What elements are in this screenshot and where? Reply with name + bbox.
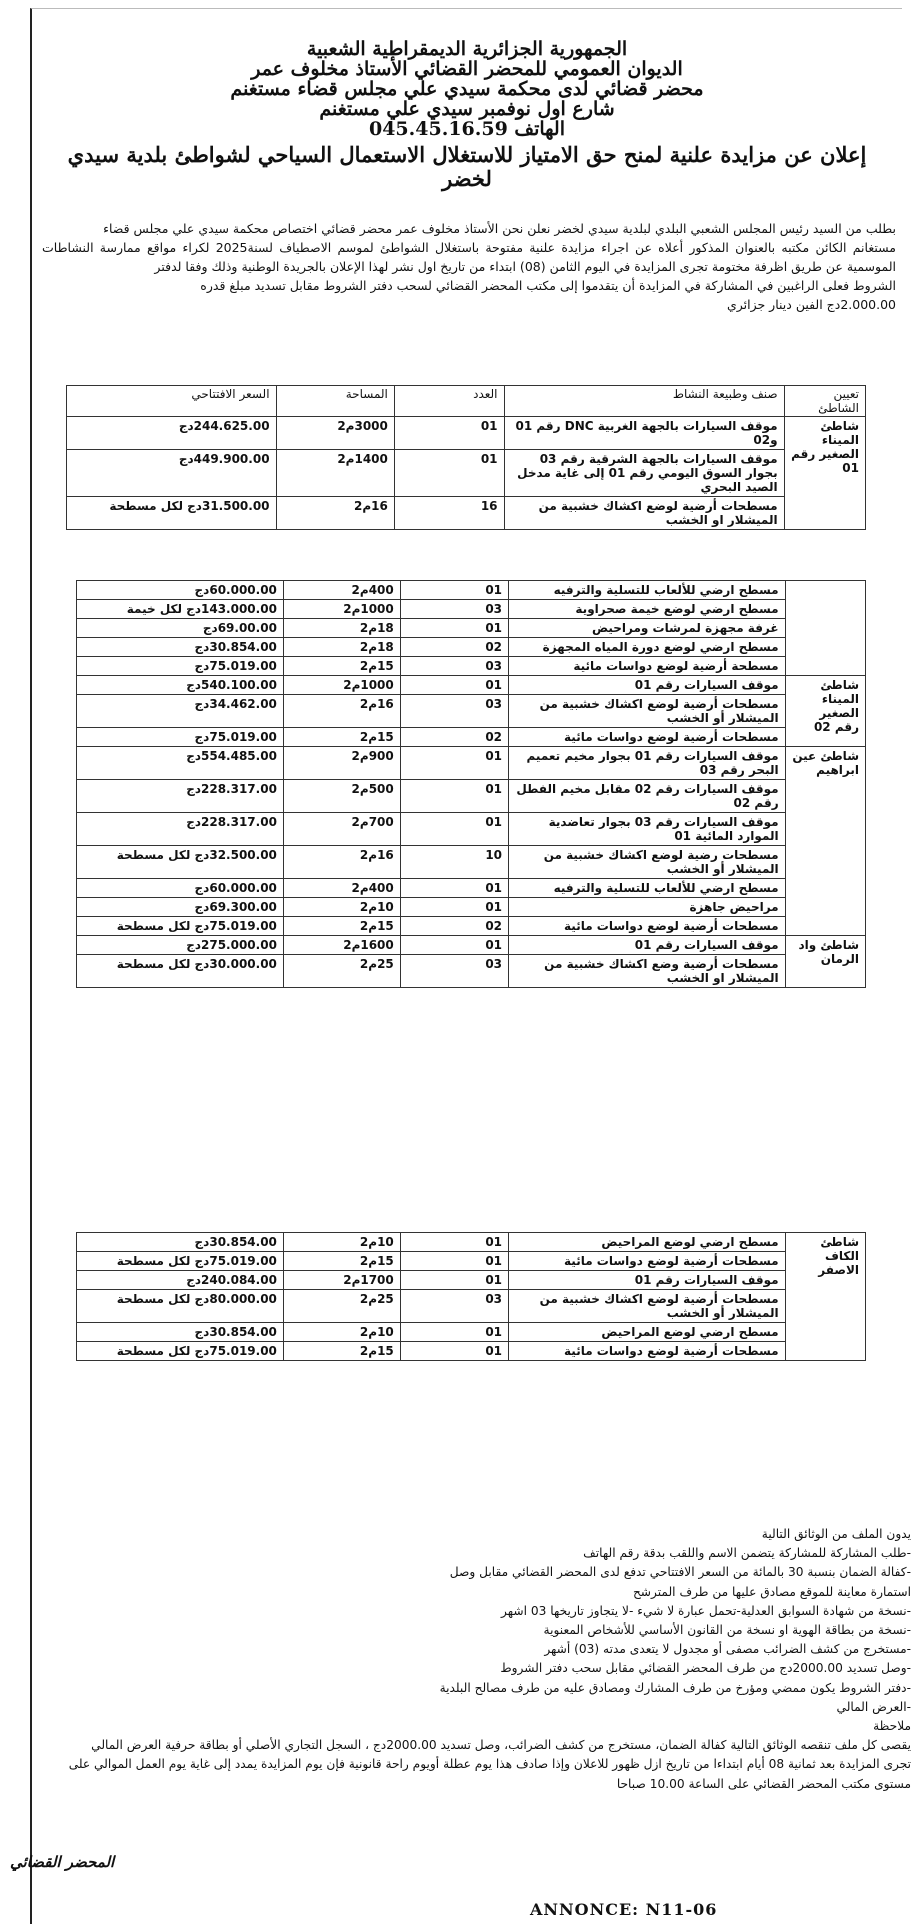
intro-fee: 2.000.00دج الفين دينار جزائري <box>726 297 896 312</box>
count-cell: 01 <box>400 1252 508 1271</box>
document-line: -مستخرج من كشف الضرائب مصفى أو مجدول لا يتعدى مدته (03) أشهر <box>544 1642 911 1657</box>
beach-name: شاطئ واد الرمان <box>785 936 865 988</box>
activity-cell: مسطحات أرضية لوضع اكشاك خشبية من الميشلار أو الخشب <box>509 1290 786 1323</box>
activity-cell: مسطح ارضي للألعاب للتسلية والترفيه <box>509 879 786 898</box>
count-cell: 01 <box>400 1323 508 1342</box>
activity-cell: مسطح ارضي لوضع المراحيض <box>509 1233 786 1252</box>
activity-cell: مسطحات أرضية لوضع دواسات مائية <box>509 917 786 936</box>
document-line: يقصى كل ملف تنقصه الوثائق التالية كفالة الضمان، مستخرج من كشف الضرائب، وصل تسديد 2000.00دج ، السجل التجاري الأصلي أو بطاقة حرفية العرض المالي <box>91 1738 911 1753</box>
price-cell: 30.854.00دج <box>77 1323 284 1342</box>
price-cell: 30.854.00دج <box>77 1233 284 1252</box>
concession-table-3 <box>76 1232 866 1361</box>
table-row <box>77 898 866 917</box>
price-cell: 228.317.00دج <box>77 780 284 813</box>
header-line-address: شارع اول نوفمبر سيدي علي مستغنم <box>319 98 615 120</box>
beach-name: شاطئ الميناء الصغير رقم 02 <box>785 676 865 747</box>
price-cell: 31.500.00دج لكل مسطحة <box>67 497 277 530</box>
document-line: يدون الملف من الوثائق التالية <box>761 1527 911 1541</box>
price-cell: 69.00.00دج <box>77 619 284 638</box>
table-row <box>77 1290 866 1323</box>
activity-cell: موقف السيارات رقم 01 بجوار مخيم تعميم البحر رقم 03 <box>509 747 786 780</box>
area-cell: 400م2 <box>283 879 400 898</box>
area-cell: 16م2 <box>283 695 400 728</box>
document-line: -دفتر الشروط يكون ممضي ومؤرخ من طرف المشارك ومصادق عليه من طرف مصالح البلدية <box>439 1680 911 1695</box>
area-cell: 1000م2 <box>283 600 400 619</box>
letterhead <box>32 9 902 139</box>
activity-cell: مسطحة أرضية لوضع دواسات مائية <box>509 657 786 676</box>
price-cell: 32.500.00دج لكل مسطحة <box>77 846 284 879</box>
count-cell: 01 <box>400 898 508 917</box>
area-cell: 15م2 <box>283 728 400 747</box>
table-row <box>77 1323 866 1342</box>
beach-name: شاطئ الميناء الصغير رقم 01 <box>784 417 865 530</box>
price-cell: 60.000.00دج <box>77 581 284 600</box>
header-line-country: الجمهورية الجزائرية الديمقراطية الشعبية <box>306 38 628 60</box>
price-cell: 75.019.00دج لكل مسطحة <box>77 1252 284 1271</box>
table-row <box>77 936 866 955</box>
table-row <box>77 1233 866 1252</box>
table-row <box>77 1342 866 1361</box>
price-cell: 69.300.00دج <box>77 898 284 917</box>
document-line: -نسخة من شهادة السوابق العدلية-تحمل عبارة لا شيء -لا يتجاوز تاريخها 03 اشهر <box>501 1603 911 1618</box>
count-cell: 01 <box>400 581 508 600</box>
area-cell: 16م2 <box>283 846 400 879</box>
activity-cell: غرفة مجهزة لمرشات ومراحيض <box>509 619 786 638</box>
area-cell: 1400م2 <box>276 450 394 497</box>
count-cell: 01 <box>400 780 508 813</box>
count-cell: 03 <box>400 695 508 728</box>
table-row <box>77 780 866 813</box>
area-cell: 1000م2 <box>283 676 400 695</box>
table-row <box>77 600 866 619</box>
price-cell: 75.019.00دج لكل مسطحة <box>77 1342 284 1361</box>
intro-paragraph <box>32 191 902 314</box>
count-cell: 01 <box>400 1342 508 1361</box>
count-cell: 01 <box>400 676 508 695</box>
count-cell: 02 <box>400 638 508 657</box>
price-cell: 30.854.00دج <box>77 638 284 657</box>
table-row <box>77 695 866 728</box>
document-line: -نسخة من بطاقة الهوية او نسخة من القانون الأساسي للأشخاص المعنوية <box>543 1623 911 1638</box>
area-cell: 1700م2 <box>283 1271 400 1290</box>
bailiff-signature: المحضر القضائي <box>10 1853 115 1871</box>
count-cell: 01 <box>394 450 504 497</box>
activity-cell: مسطح ارضي للألعاب للتسلية والترفيه <box>509 581 786 600</box>
table-row <box>77 1271 866 1290</box>
area-cell: 10م2 <box>283 1323 400 1342</box>
activity-cell: مسطحات أرضية لوضع دواسات مائية <box>509 728 786 747</box>
header-line-phone: الهاتف 045.45.16.59 <box>368 118 565 140</box>
activity-cell: موقف السيارات بالجهة الغربية DNC رقم 01 و02 <box>504 417 784 450</box>
table-row <box>77 638 866 657</box>
activity-cell: موقف السيارات رقم 01 <box>509 936 786 955</box>
header-beach: تعيين الشاطئ <box>784 386 865 417</box>
area-cell: 700م2 <box>283 813 400 846</box>
activity-cell: مسطح ارضي لوضع دورة المياه المجهزة <box>509 638 786 657</box>
area-cell: 16م2 <box>276 497 394 530</box>
area-cell: 900م2 <box>283 747 400 780</box>
price-cell: 60.000.00دج <box>77 879 284 898</box>
price-cell: 240.084.00دج <box>77 1271 284 1290</box>
activity-cell: مسطحات أرضية لوضع دواسات مائية <box>509 1252 786 1271</box>
count-cell: 01 <box>400 747 508 780</box>
price-cell: 228.317.00دج <box>77 813 284 846</box>
activity-cell: مسطحات أرضية لوضع اكشاك خشبية من الميشلار أو الخشب <box>509 695 786 728</box>
concession-table-2 <box>76 580 866 988</box>
count-cell: 03 <box>400 657 508 676</box>
area-cell: 25م2 <box>283 1290 400 1323</box>
price-cell: 275.000.00دج <box>77 936 284 955</box>
area-cell: 18م2 <box>283 619 400 638</box>
table-header-row <box>67 386 866 417</box>
activity-cell: مسطح ارضي لوضع خيمة صحراوية <box>509 600 786 619</box>
table-row <box>67 497 866 530</box>
table-row <box>67 450 866 497</box>
price-cell: 540.100.00دج <box>77 676 284 695</box>
price-cell: 75.019.00دج <box>77 657 284 676</box>
activity-cell: موقف السيارات رقم 01 <box>509 1271 786 1290</box>
price-cell: 34.462.00دج <box>77 695 284 728</box>
price-cell: 75.019.00دج لكل مسطحة <box>77 917 284 936</box>
table-row <box>77 813 866 846</box>
intro-line: مستغانم الكائن مكتبه بالعنوان المذكور أعلاه عن اجراء مزايدة علنية مفتوحة باستغلال الشواطئ لموسم الاصطياف لسنة2025 لكراء مواقع ممارسة النشاطات الموسمية عن طريق اظرفة مختومة تجرى المزايدة في اليوم الثامن (08) ابتداء من تاريخ اول نشر لهذا الإعلان بالجريدة الوطنية وذلك وفقا لدفتر <box>42 240 896 274</box>
area-cell: 25م2 <box>283 955 400 988</box>
table-row <box>77 955 866 988</box>
table-row <box>77 879 866 898</box>
activity-cell: مسطحات أرضية لوضع اكشاك خشبية من الميشلار او الخشب <box>504 497 784 530</box>
header-count: العدد <box>394 386 504 417</box>
count-cell: 01 <box>400 879 508 898</box>
count-cell: 01 <box>400 1271 508 1290</box>
header-activity: صنف وطبيعة النشاط <box>504 386 784 417</box>
area-cell: 15م2 <box>283 1252 400 1271</box>
announcement-title: إعلان عن مزايدة علنية لمنح حق الامتياز للاستغلال الاستعمال السياحي لشواطئ بلدية سيدي لخضر <box>67 142 867 191</box>
count-cell: 01 <box>394 417 504 450</box>
area-cell: 15م2 <box>283 917 400 936</box>
document-line: -العرض المالي <box>836 1699 911 1714</box>
price-cell: 143.000.00دج لكل خيمة <box>77 600 284 619</box>
annonce-number: ANNONCE: N11-06 <box>530 1900 718 1919</box>
beach-name: شاطئ الكاف الاصفر <box>785 1233 865 1361</box>
document-line: -وصل تسديد 2000.00دج من طرف المحضر القضائي مقابل سحب دفتر الشروط <box>500 1661 911 1676</box>
header-price: السعر الافتتاحي <box>67 386 277 417</box>
area-cell: 500م2 <box>283 780 400 813</box>
table-row <box>77 917 866 936</box>
count-cell: 01 <box>400 1233 508 1252</box>
header-area: المساحة <box>276 386 394 417</box>
area-cell: 15م2 <box>283 1342 400 1361</box>
document-line: ملاحظة <box>873 1719 911 1734</box>
activity-cell: مسطحات أرضية لوضع دواسات مائية <box>509 1342 786 1361</box>
activity-cell: موقف السيارات رقم 01 <box>509 676 786 695</box>
price-cell: 449.900.00دج <box>67 450 277 497</box>
table-row <box>77 581 866 600</box>
table-row <box>77 676 866 695</box>
count-cell: 02 <box>400 728 508 747</box>
concession-table-1 <box>66 385 866 530</box>
price-cell: 554.485.00دج <box>77 747 284 780</box>
price-cell: 80.000.00دج لكل مسطحة <box>77 1290 284 1323</box>
count-cell: 03 <box>400 1290 508 1323</box>
activity-cell: مراحيض جاهزة <box>509 898 786 917</box>
required-documents <box>56 1525 911 1794</box>
intro-line: بطلب من السيد رئيس المجلس الشعبي البلدي لبلدية سيدي لخضر نعلن نحن الأستاذ مخلوف عمر محضر قضائي اختصاص محكمة سيدي علي مجلس قضاء <box>103 221 896 236</box>
document-line: استمارة معاينة للموقع مصادق عليها من طرف المترشح <box>632 1584 911 1599</box>
beach-name: شاطئ عين ابراهيم <box>785 747 865 936</box>
document-line: -كفالة الضمان بنسبة 30 بالمائة من السعر الافتتاحي تدفع لدى المحضر القضائي مقابل وصل <box>449 1565 911 1580</box>
count-cell: 10 <box>400 846 508 879</box>
count-cell: 16 <box>394 497 504 530</box>
area-cell: 10م2 <box>283 1233 400 1252</box>
table-row <box>77 728 866 747</box>
table-row <box>77 747 866 780</box>
document-line: -طلب المشاركة للمشاركة يتضمن الاسم واللقب بدقة رقم الهاتف <box>583 1546 911 1561</box>
activity-cell: مسطح ارضي لوضع المراحيض <box>509 1323 786 1342</box>
activity-cell: مسطحات رضية لوضع اكشاك خشبية من الميشلار أو الخشب <box>509 846 786 879</box>
count-cell: 03 <box>400 955 508 988</box>
count-cell: 01 <box>400 619 508 638</box>
document-line: تجرى المزايدة بعد ثمانية 08 أيام ابتداءا من تاريخ ازل ظهور للاعلان وإذا صادف هذا يوم عطلة أويوم راحة قانونية فإن يوم المزايدة يمدد إلى غاية يوم العمل الموالي على مستوى مكتب المحضر القضائي على الساعة 10.00 صباحا <box>68 1757 911 1791</box>
table-row <box>77 1252 866 1271</box>
activity-cell: موقف السيارات بالجهة الشرقية رقم 03 بجوار السوق اليومي رقم 01 إلى غاية مدخل الصيد البحري <box>504 450 784 497</box>
area-cell: 400م2 <box>283 581 400 600</box>
table-row <box>77 657 866 676</box>
count-cell: 02 <box>400 917 508 936</box>
area-cell: 3000م2 <box>276 417 394 450</box>
table-row <box>77 846 866 879</box>
activity-cell: موقف السيارات رقم 02 مقابل مخيم الفطل رقم 02 <box>509 780 786 813</box>
count-cell: 01 <box>400 936 508 955</box>
table-row <box>67 417 866 450</box>
area-cell: 10م2 <box>283 898 400 917</box>
intro-line: الشروط فعلى الراغبين في المشاركة في المزايدة أن يتقدموا إلى مكتب المحضر القضائي لسحب دفتر الشروط مقابل تسديد مبلغ قدره <box>200 278 896 293</box>
header-line-office: الديوان العمومي للمحضر القضائي الأستاذ مخلوف عمر <box>251 58 683 80</box>
count-cell: 01 <box>400 813 508 846</box>
area-cell: 15م2 <box>283 657 400 676</box>
price-cell: 244.625.00دج <box>67 417 277 450</box>
activity-cell: موقف السيارات رقم 03 بجوار تعاضدية الموارد المائية 01 <box>509 813 786 846</box>
header-line-court: محضر قضائي لدى محكمة سيدي علي مجلس قضاء مستغنم <box>230 78 704 100</box>
area-cell: 18م2 <box>283 638 400 657</box>
table-row <box>77 619 866 638</box>
area-cell: 1600م2 <box>283 936 400 955</box>
count-cell: 03 <box>400 600 508 619</box>
activity-cell: مسطحات أرضية وضع اكشاك خشبية من الميشلار او الخشب <box>509 955 786 988</box>
beach-name <box>785 581 865 676</box>
price-cell: 30.000.00دج لكل مسطحة <box>77 955 284 988</box>
price-cell: 75.019.00دج <box>77 728 284 747</box>
